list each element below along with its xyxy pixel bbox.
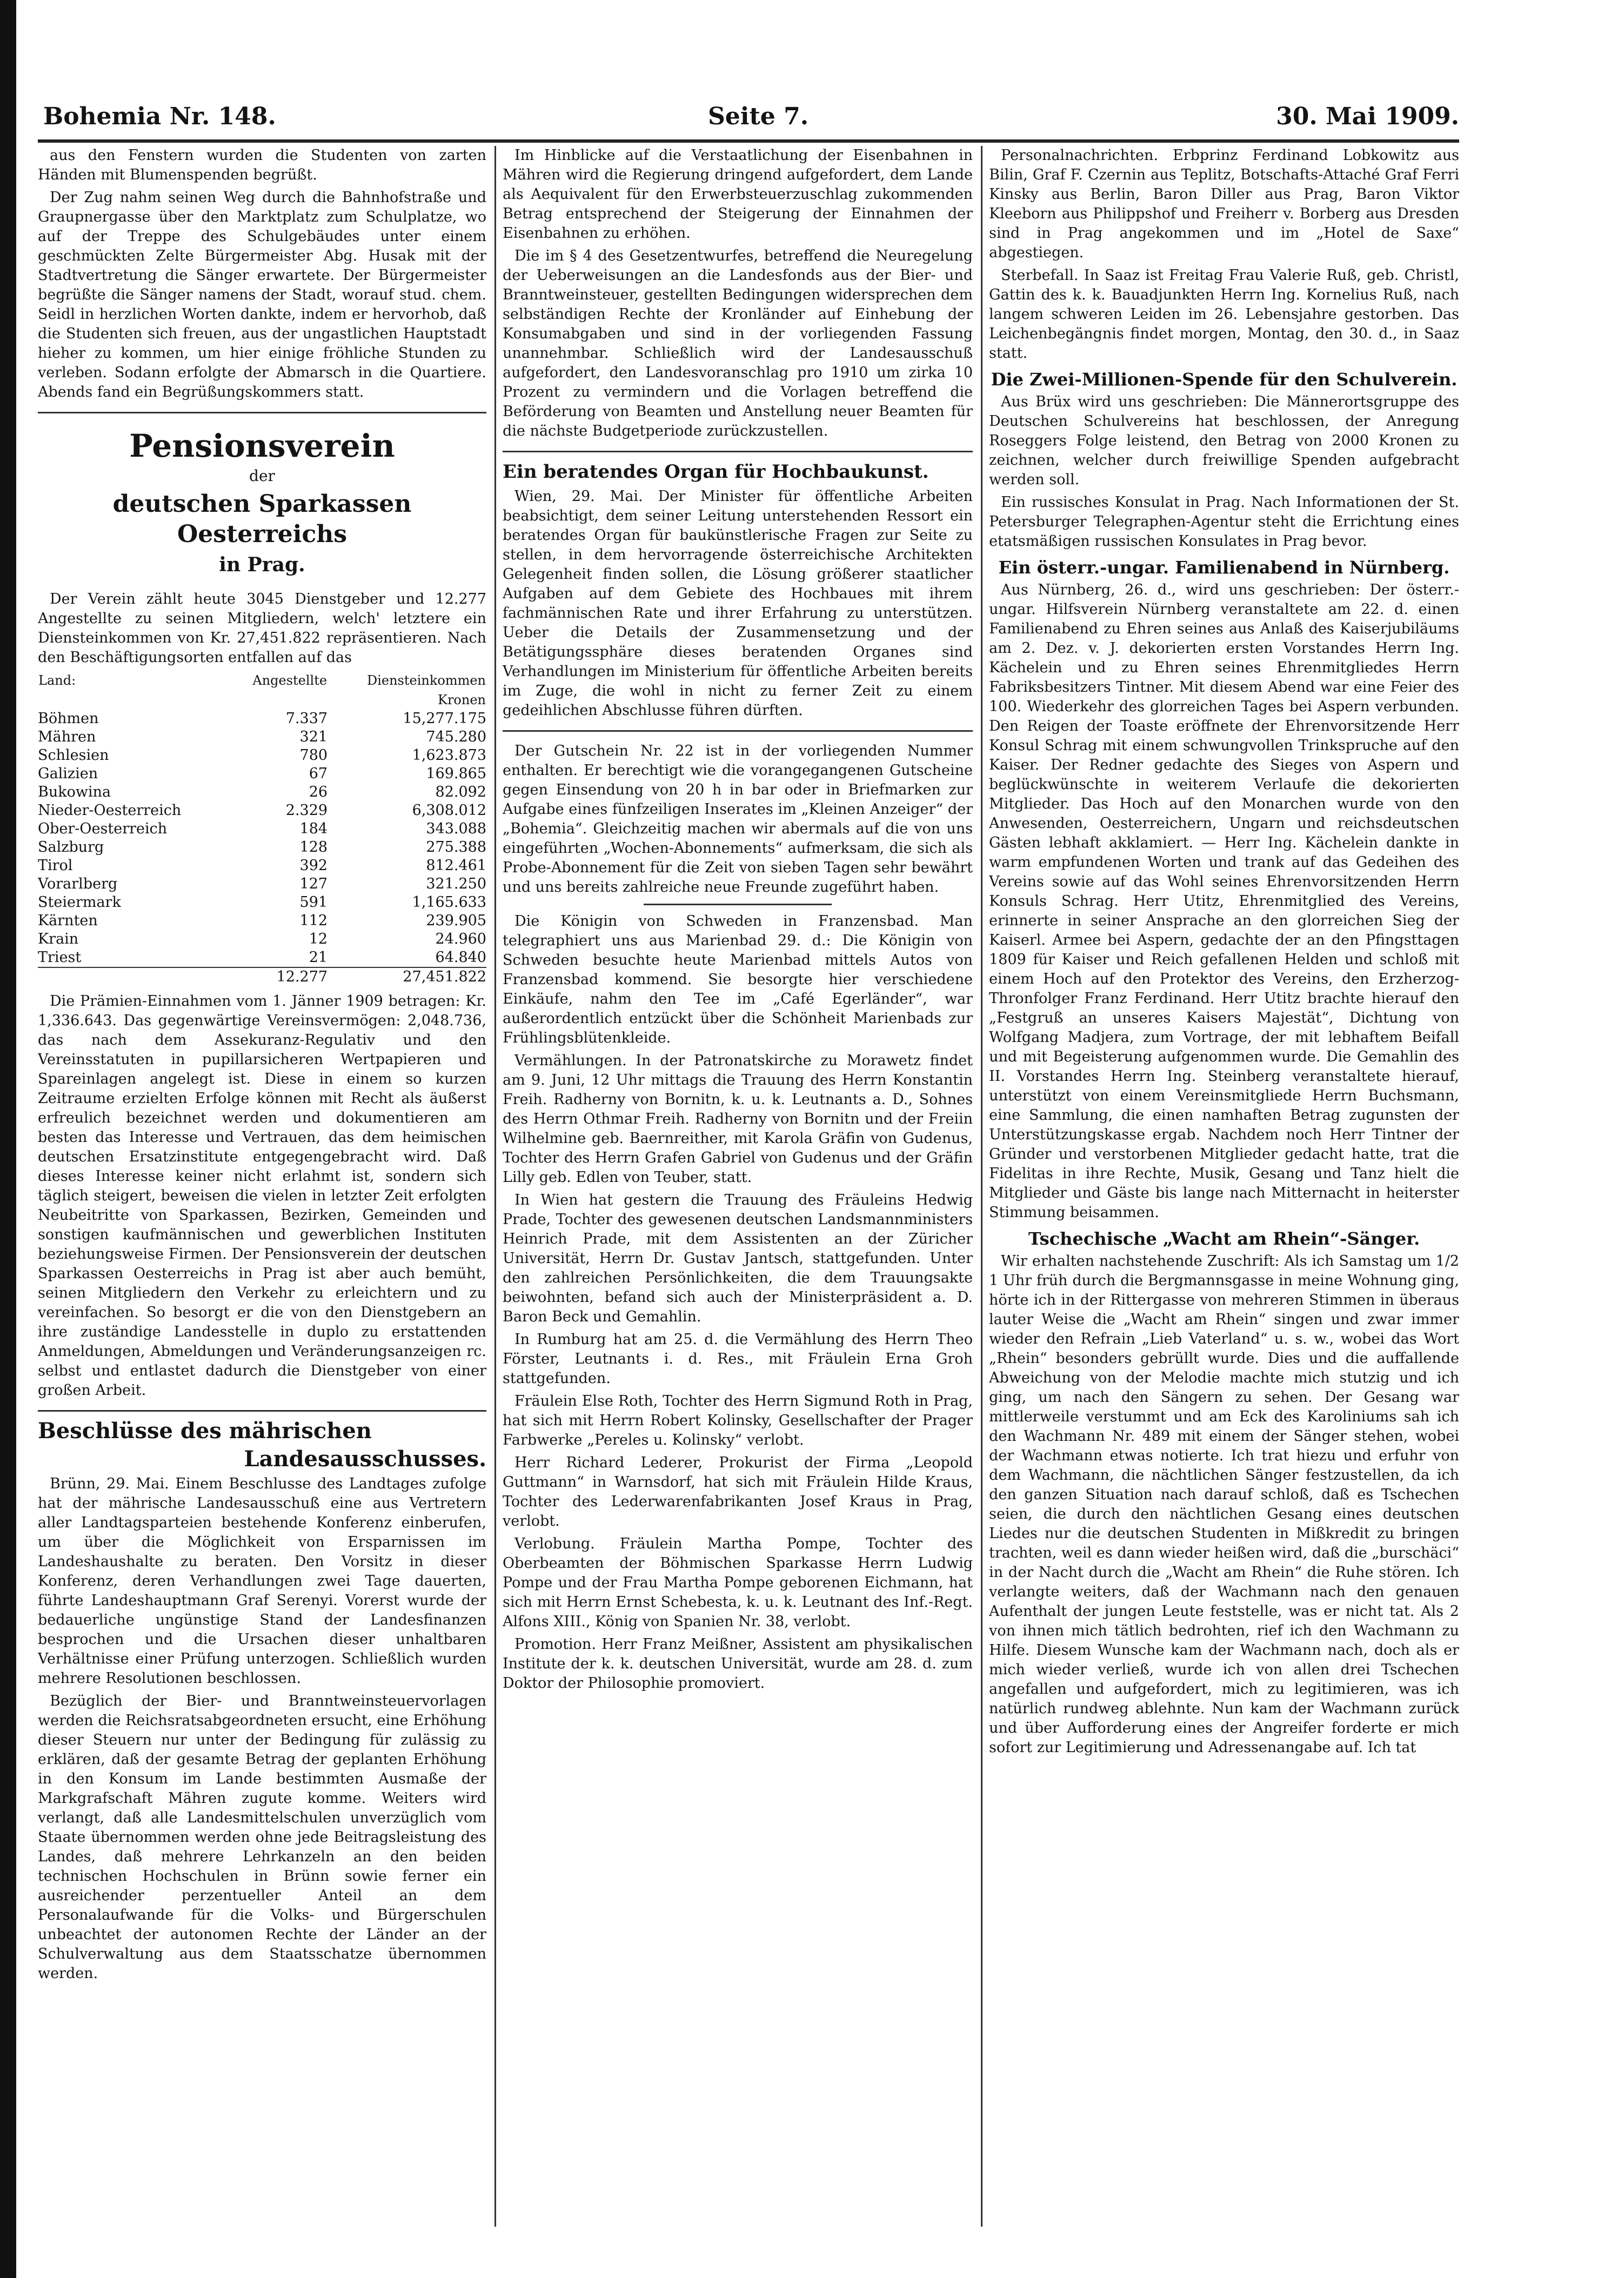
pension-table xyxy=(38,671,486,986)
table-cell-angestellte: 12 xyxy=(309,931,328,947)
gutschein-paragraph: Der Gutschein Nr. 22 ist in der vorliegenden Nummer enthalten. Er berechtigt wie die vorangegangenen Gutscheine gegen Einsendung von 20 h in bar oder in Briefmarken zur Aufgabe eines fünfzeiligen Inserates im „Kleinen Anzeiger“ der „Bohemia“. Gleichzeitig machen wir abermals auf die von uns eingeführten „Wochen-Abonnements“ aufmerksam, die sich als Probe-Abonnement für die Zeit von sieben Tagen sehr bewährt und uns bereits zahlreiche neue Freunde zugeführt haben. xyxy=(503,743,973,896)
table-cell-angestellte: 591 xyxy=(299,894,328,911)
promotion-paragraph: Promotion. Herr Franz Meißner, Assistent am physikalischen Institute der k. k. deutschen Universität, wurde am 28. d. zum Doktor der Philosophie promoviert. xyxy=(503,1636,973,1692)
table-cell-land: Bukowina xyxy=(38,784,111,800)
table-cell-einkommen: 1,623.873 xyxy=(412,747,486,764)
table-header-land: Land: xyxy=(38,673,76,688)
beschluesse-paragraph: Brünn, 29. Mai. Einem Beschlusse des Landtages zufolge hat der mährische Landesausschuß eine aus Vertretern aller Landtagsparteien bestehende Konferenz einberufen, um über die Möglichkeit von Ersparnissen im Landeshaushalte zu beraten. Den Vorsitz in dieser Konferenz, deren Verhandlungen zwei Tage dauerten, führte Landeshauptmann Graf Serenyi. Vorerst wurde der bedauerliche ungünstige Stand der Landesfinanzen besprochen und die Ursachen dieser unhaltbaren Verhältnisse einer Prüfung unterzogen. Schließlich wurden mehrere Resolutionen beschlossen. xyxy=(38,1475,486,1687)
table-cell-land: Steiermark xyxy=(38,894,121,911)
table-row xyxy=(38,930,486,948)
table-row xyxy=(38,948,486,967)
koenigin-paragraph: Die Königin von Schweden in Franzensbad. Man telegraphiert uns aus Marienbad 29. d.: Die Königin von Schweden besuchte heute Marienbad mittels Autos von Franzensbad kommend. Sie besorgte hier verschiedene Einkäufe, nahm den Tee im „Café Egerländer“, war außerordentlich entzückt über die Schönheit Marienbads zur Frühlingsblütenkleide. xyxy=(503,913,973,1046)
table-row xyxy=(38,710,486,728)
verlobung-paragraph: Verlobung. Fräulein Martha Pompe, Tochter des Oberbeamten der Böhmischen Sparkasse Herrn Ludwig Pompe und der Frau Martha Pompe geborenen Eichmann, hat sich mit Herrn Ernst Schebesta, k. u. k. Leutnant des Inf.-Regt. Alfons XIII., König von Spanien Nr. 38, verlobt. xyxy=(503,1535,973,1630)
table-cell-einkommen: 812.461 xyxy=(426,857,486,874)
table-cell-einkommen: 15,277.175 xyxy=(403,710,486,727)
vermaehlungen-paragraph: Fräulein Else Roth, Tochter des Herrn Sigmund Roth in Prag, hat sich mit Herrn Robert Kolinsky, Gesellschafter der Prager Farbwerke „Pereles u. Kolinsky“ verlobt. xyxy=(503,1393,973,1448)
column-3 xyxy=(989,146,1459,2243)
spende-heading: Die Zwei-Millionen-Spende für den Schulverein. xyxy=(991,369,1458,390)
familienabend-paragraph: Aus Nürnberg, 26. d., wird uns geschrieben: Der österr.-ungar. Hilfsverein Nürnberg veranstaltete am 22. d. einen Familienabend zu Ehren seines aus Anlaß des Kaiserjubiläums am 2. Dez. v. J. dekorierten ersten Vorstandes Herrn Ing. Kächelein und zu Ehren seines Ehrenmitgliedes Herrn Fabriksbesitzers Tintner. Mit diesem Abend war eine Feier des 100. Wiederkehr des glorreichen Tages bei Aspern verbunden. Den Reigen der Toaste eröffnete der Ehrenvorsitzende Herr Konsul Schrag mit einem schwungvollen Trinkspruche auf den Kaiser. Der Redner gedachte des Sieges von Aspern und beglückwünschte in weiterem Verlaufe die dekorierten Mitglieder. Das Hoch auf den Monarchen wurde von den Anwesenden, Oesterreichern, Ungarn und reichsdeutschen Gästen lebhaft akklamiert. — Herr Ing. Kächelein dankte in warm empfundenen Worten und trank auf das Gedeihen des Vereins sowie auf das Wohl seines Ehrenvorsitzenden Herrn Konsuls Schrag. Herr Utitz, Ehrenmitglied des Vereins, erinnerte in seiner Ansprache an den glorreichen Sieg der Kaiserl. Armee bei Aspern, gedachte der an den Pfingsttagen 1809 für Kaiser und Reich gefallenen Helden und schloß mit einem Hoch auf den Protektor des Vereins, den Erzherzog-Thronfolger Franz Ferdinand. Herr Utitz brachte hierauf den „Festgruß an unseres Kaisers Majestät“, Dichtung von Wolfgang Madjera, zum Vortrage, der mit lebhaftem Beifall und mit Begeisterung aufgenommen wurde. Die Gemahlin des II. Vorstandes Herrn Ing. Steinberg veranstaltete hierauf, unterstützt von einem Vereinsmitgliede Herrn Buchsmann, eine Sammlung, die einen namhaften Betrag zugunsten der Unterstützungskasse ergab. Nachdem noch Herr Tintner der Gründer und verstorbenen Mitglieder gedacht hatte, trat die Fidelitas in ihre Rechte, Musik, Gesang und Tanz hielt die Mitglieder und Gäste bis lange nach Mitternacht in heiterster Stimmung beisammen. xyxy=(989,582,1459,1221)
table-cell-land: Vorarlberg xyxy=(38,876,118,892)
table-cell-land: Böhmen xyxy=(38,710,99,727)
divider xyxy=(644,904,832,905)
table-cell-angestellte: 780 xyxy=(299,747,328,764)
table-row xyxy=(38,820,486,838)
table-cell-land: Krain xyxy=(38,931,79,947)
table-cell-land: Galizien xyxy=(38,765,98,782)
pension-subheading: deutschen Sparkassen Oesterreichs xyxy=(112,490,412,548)
table-row xyxy=(38,838,486,857)
column-2 xyxy=(503,146,973,2243)
table-cell-angestellte: 127 xyxy=(299,876,328,892)
organ-paragraph: Wien, 29. Mai. Der Minister für öffentliche Arbeiten beabsichtigt, dem seiner Leitung unterstehenden Ressort ein beratendes Organ für baukünstlerische Fragen zur Seite zu stellen, in dem hervorragende österreichische Architekten Gelegenheit finden sollen, die Lösung größerer staatlicher Aufgaben auf dem Gebiete des Hochbaues mit ihrem fachmännischen Rate und ihrer Erfahrung zu unterstützen. Ueber die Details der Zusammensetzung und der Betätigungssphäre dieses beratenden Organes sind Verhandlungen im Ministerium für öffentliche Arbeiten bereits im Zuge, die wohl in nicht zu ferner Zeit zu einem gedeihlichen Abschlusse führen dürften. xyxy=(503,488,973,719)
vermaehlungen-paragraph: In Rumburg hat am 25. d. die Vermählung des Herrn Theo Förster, Leutnants i. d. Res., mit Fräulein Erna Groh stattgefunden. xyxy=(503,1331,973,1387)
table-cell-angestellte: 21 xyxy=(309,949,328,966)
article-text: aus den Fenstern wurden die Studenten von zarten Händen mit Blumenspenden begrüßt. xyxy=(38,147,486,183)
scan-edge-bar xyxy=(0,0,16,2278)
table-cell-land: Triest xyxy=(38,949,82,966)
sterbefall-paragraph: Sterbefall. In Saaz ist Freitag Frau Valerie Ruß, geb. Christl, Gattin des k. k. Bauadjunkten Herrn Ing. Kornelius Ruß, nach langem schweren Leiden im 26. Lebensjahre gestorben. Das Leichenbegängnis findet morgen, Montag, den 30. d., in Saaz statt. xyxy=(989,267,1459,362)
table-row xyxy=(38,875,486,893)
masthead-rule xyxy=(38,139,1459,143)
table-cell-land: Kärnten xyxy=(38,912,98,929)
table-cell-angestellte: 112 xyxy=(299,912,328,929)
masthead-issue: Bohemia Nr. 148. xyxy=(43,103,276,130)
column-rule-1 xyxy=(494,146,496,2227)
spende-paragraph: Aus Brüx wird uns geschrieben: Die Männerortsgruppe des Deutschen Schulvereins hat beschlossen, der Anregung Roseggers Folge leistend, den Betrag von 2000 Kronen zu zeichnen, welcher durch freiwillige Spenden aufgebracht werden soll. xyxy=(989,393,1459,488)
table-total-row xyxy=(38,967,486,986)
table-cell-einkommen: 82.092 xyxy=(435,784,486,800)
vermaehlungen-paragraph: In Wien hat gestern die Trauung des Fräuleins Hedwig Prade, Tochter des gewesenen deutschen Landsmannministers Heinrich Prade, mit dem Assistenten an der Züricher Universität, Herrn Dr. Gustav Jantsch, stattgefunden. Unter den zahlreichen Persönlichkeiten, die dem Trauungsakte beiwohnten, befand sich auch der Ministerpräsident a. D. Baron Beck und Gemahlin. xyxy=(503,1192,973,1325)
table-total-angestellte: 12.277 xyxy=(228,967,328,986)
table-total-einkommen: 27,451.822 xyxy=(328,967,486,986)
table-header-diensteinkommen: Diensteinkommen xyxy=(366,673,486,688)
table-cell-land: Ober-Oesterreich xyxy=(38,820,168,837)
vermaehlungen-paragraph: Herr Richard Lederer, Prokurist der Firma „Leopold Guttmann“ in Warnsdorf, hat sich mit Fräulein Hilde Kraus, Tochter des Lederwarenfabrikanten Josef Kraus in Prag, verlobt. xyxy=(503,1454,973,1529)
table-header-kronen: Kronen xyxy=(438,692,486,707)
table-cell-einkommen: 169.865 xyxy=(426,765,486,782)
table-cell-einkommen: 275.388 xyxy=(426,839,486,856)
table-cell-einkommen: 6,308.012 xyxy=(412,802,486,819)
table-cell-angestellte: 67 xyxy=(309,765,328,782)
table-cell-land: Salzburg xyxy=(38,839,104,856)
divider xyxy=(503,730,973,732)
table-cell-einkommen: 343.088 xyxy=(426,820,486,837)
table-cell-land: Tirol xyxy=(38,857,73,874)
wacht-heading: Tschechische „Wacht am Rhein“-Sänger. xyxy=(1028,1228,1420,1249)
table-cell-einkommen: 239.905 xyxy=(426,912,486,929)
table-row xyxy=(38,912,486,930)
konsulat-paragraph: Ein russisches Konsulat in Prag. Nach Informationen der St. Petersburger Telegraphen-Agentur steht die Errichtung eines etatsmäßigen russischen Konsulates in Prag bevor. xyxy=(989,494,1459,550)
table-header-angestellte: Angestellte xyxy=(252,673,328,688)
table-cell-angestellte: 184 xyxy=(299,820,328,837)
table-row xyxy=(38,857,486,875)
pension-paragraph: Der Verein zählt heute 3045 Dienstgeber und 12.277 Angestellte zu seinen Mitgliedern, welch' letztere ein Diensteinkommen von Kr. 27,451.822 repräsentieren. Nach den Beschäftigungsorten entfallen auf das xyxy=(38,591,486,666)
table-cell-angestellte: 321 xyxy=(299,729,328,745)
beschluesse-heading: Beschlüsse des mährischen xyxy=(38,1418,372,1444)
beschluesse-paragraph: Bezüglich der Bier- und Branntweinsteuervorlagen werden die Reichsratsabgeordneten ersucht, eine Erhöhung dieser Steuern nur unter der Bedingung für zulässig zu erklären, daß der gesamte Betrag der geplanten Erhöhung in den Konsum im Lande bestimmten Ausmaße der Markgrafschaft Mähren zugute komme. Weiters wird verlangt, daß alle Landesmittelschulen unverzüglich vom Staate übernommen werden ohne jede Beitragsleistung des Landes, daß mehrere Lehrkanzeln an den beiden technischen Hochschulen in Brünn sowie ferner ein ausreichender perzentueller Anteil an dem Personalaufwande für die Volks- und Bürgerschulen unbeachtet der autonomen Rechte der Länder an der Schulverwaltung aus dem Staatsschatze übernommen werden. xyxy=(38,1693,486,1982)
personal-paragraph: Personalnachrichten. Erbprinz Ferdinand Lobkowitz aus Bilin, Graf F. Czernin aus Teplitz, Botschafts-Attaché Graf Ferri Kinsky aus Berlin, Baron Diller aus Prag, Baron Viktor Kleeborn aus Philippshof und Freiherr v. Borberg aus Dresden sind in Prag angekommen und im „Hotel de Saxe“ abgestiegen. xyxy=(989,147,1459,261)
pension-place: in Prag. xyxy=(219,553,305,576)
newspaper-page xyxy=(38,65,1475,2248)
familienabend-heading: Ein österr.-ungar. Familienabend in Nürnberg. xyxy=(998,557,1450,578)
table-row xyxy=(38,765,486,783)
wacht-paragraph: Wir erhalten nachstehende Zuschrift: Als ich Samstag um 1/2 1 Uhr früh durch die Bergmannsgasse in meine Wohnung ging, hörte ich in der Rittergasse von mehreren Stimmen in überaus lauter Weise die „Wacht am Rhein“ singen und zwar immer wieder den Refrain „Lieb Vaterland“ u. s. w., wobei das Wort „Rhein“ besonders gebrüllt wurde. Dies und die auffallende Abweichung von der Melodie machte mich stutzig und ich ging, um nach den Sängern zu sehen. Der Gesang war mittlerweile verstummt und am Eck des Karoliniums sah ich den Wachmann Nr. 489 mit einem der Sänger stehen, wobei der Wachmann etwas notierte. Ich trat hiezu und erfuhr von dem Wachmann, die nächtlichen Sänger festzustellen, da ich den ganzen Situation nach darauf schloß, daß es Tschechen seien, die durch den nächtlichen Gesang eines deutschen Liedes nur die deutschen Studenten in Mißkredit zu bringen trachten, weil es dann wieder heißen wird, daß die „burschäci“ in der Nacht durch die „Wacht am Rhein“ die Ruhe stören. Ich verlangte weiters, daß der Wachmann nach den genauen Aufenthalt der jungen Leute feststelle, was er nicht tat. Als 2 von ihnen mich tätlich bedrohten, rief ich den Wachmann zu Hilfe. Diesem Wunsche kam der Wachmann nach, doch als er mich wieder verließ, wurde ich von allen drei Tschechen angefallen und aufgefordert, mich zu legitimieren, was ich natürlich rundweg ablehnte. Nun kam der Wachmann zurück und über Aufforderung eines der Angreifer forderte er mich sofort zur Legitimierung und Adressenangabe auf. Ich tat xyxy=(989,1253,1459,1756)
table-cell-einkommen: 24.960 xyxy=(435,931,486,947)
table-cell-einkommen: 1,165.633 xyxy=(412,894,486,911)
column-rule-2 xyxy=(981,146,983,2227)
divider xyxy=(503,451,973,452)
table-cell-einkommen: 745.280 xyxy=(426,729,486,745)
pension-heading: Pensionsverein xyxy=(129,427,395,464)
organ-heading: Ein beratendes Organ für Hochbaukunst. xyxy=(503,461,929,483)
table-cell-land: Nieder-Oesterreich xyxy=(38,802,182,819)
pension-heading-der: der xyxy=(249,467,275,485)
table-cell-einkommen: 321.250 xyxy=(426,876,486,892)
table-row xyxy=(38,893,486,912)
table-cell-angestellte: 2.329 xyxy=(285,802,328,819)
table-cell-angestellte: 128 xyxy=(299,839,328,856)
table-row xyxy=(38,783,486,801)
table-cell-land: Mähren xyxy=(38,729,96,745)
table-cell-land: Schlesien xyxy=(38,747,109,764)
masthead-page-number: Seite 7. xyxy=(708,103,809,130)
masthead-date: 30. Mai 1909. xyxy=(1276,103,1459,130)
article-text: Der Zug nahm seinen Weg durch die Bahnhofstraße und Graupnergasse über den Marktplatz zum Schulplatze, wo auf der Treppe des Schulgebäudes unter einem geschmückten Zelte Bürgermeister Abg. Husak mit der Stadtvertretung die Sänger erwartete. Der Bürgermeister begrüßte die Sänger namens der Stadt, worauf stud. chem. Seidl in herzlichen Worten dankte, indem er hervorhob, daß die Studenten sich freuen, aus der ungastlichen Hauptstadt hieher zu kommen, um hier einige fröhliche Stunden zu verleben. Sodann erfolgte der Abmarsch in die Quartiere. Abends fand ein Begrüßungskommers statt. xyxy=(38,189,486,400)
table-row xyxy=(38,728,486,746)
table-cell-angestellte: 26 xyxy=(309,784,328,800)
column-1 xyxy=(38,146,486,2243)
table-cell-einkommen: 64.840 xyxy=(435,949,486,966)
article-text: Die im § 4 des Gesetzentwurfes, betreffend die Neuregelung der Ueberweisungen an die Landesfonds aus der Bier- und Branntweinsteuer, gestellten Bedingungen widersprechen dem selbständigen Rechte der Kronländer auf Einhebung der Konsumabgaben und sind in der vorliegenden Fassung unannehmbar. Schließlich wird der Landesausschuß aufgefordert, den Landesvoranschlag pro 1910 um zirka 10 Prozent zu vermindern und die Vorlagen betreffend die Beförderung von Beamten und Anstellung neuer Beamten für die nächste Budgetperiode zurückzustellen. xyxy=(503,248,973,439)
article-text: Im Hinblicke auf die Verstaatlichung der Eisenbahnen in Mähren wird die Regierung dringend aufgefordert, dem Lande als Aequivalent für den Erwerbsteuerzuschlag zukommenden Betrag entsprechend der Steigerung der Einnahmen der Eisenbahnen zu erhöhen. xyxy=(503,147,973,242)
table-cell-angestellte: 392 xyxy=(299,857,328,874)
table-cell-angestellte: 7.337 xyxy=(285,710,328,727)
table-row xyxy=(38,746,486,765)
divider xyxy=(38,412,486,413)
pension-paragraph: Die Prämien-Einnahmen vom 1. Jänner 1909 betragen: Kr. 1,336.643. Das gegenwärtige Vereinsvermögen: 2,048.736, das nach dem Assekuranz-Regulativ und den Vereinsstatuten in pupillarsicheren Wertpapieren und Spareinlagen angelegt ist. Diese in einem so kurzen Zeitraume erzielten Erfolge können mit Recht als äußerst erfreulich bezeichnet werden und dokumentieren am besten das Interesse und Vertrauen, das dem heimischen deutschen Ersatzinstitute entgegengebracht wird. Daß dieses Interesse keiner nicht erlahmt ist, sondern sich täglich steigert, beweisen die vielen in letzter Zeit erfolgten Neubeitritte von Sparkassen, Bezirken, Gemeinden und sonstigen kaufmännischen und gewerblichen Instituten beziehungsweise Firmen. Der Pensionsverein der deutschen Sparkassen Oesterreichs in Prag ist aber auch bemüht, seinen Mitgliedern den Verkehr zu erleichtern und zu vereinfachen. So besorgt er die von den Dienstgebern an ihre zuständige Landesstelle in duplo zu erstattenden Anmeldungen, Abmeldungen und Veränderungsanzeigen rc. selbst und entlastet dadurch die Dienstgeber von einer großen Arbeit. xyxy=(38,993,486,1399)
vermaehlungen-paragraph: Vermählungen. In der Patronatskirche zu Morawetz findet am 9. Juni, 12 Uhr mittags die Trauung des Herrn Konstantin Freih. Radherny von Bornitn, k. u. k. Leutnants a. D., Sohnes des Herrn Othmar Freih. Radherny von Bornitn und der Freiin Wilhelmine geb. Baernreither, mit Karola Gräfin von Gudenus, Tochter des Herrn Grafen Gabriel von Gudenus und der Gräfin Lilly geb. Edlen von Teuber, statt. xyxy=(503,1052,973,1186)
table-row xyxy=(38,801,486,820)
beschluesse-heading-2: Landesausschusses. xyxy=(244,1446,486,1472)
divider xyxy=(38,1410,486,1412)
